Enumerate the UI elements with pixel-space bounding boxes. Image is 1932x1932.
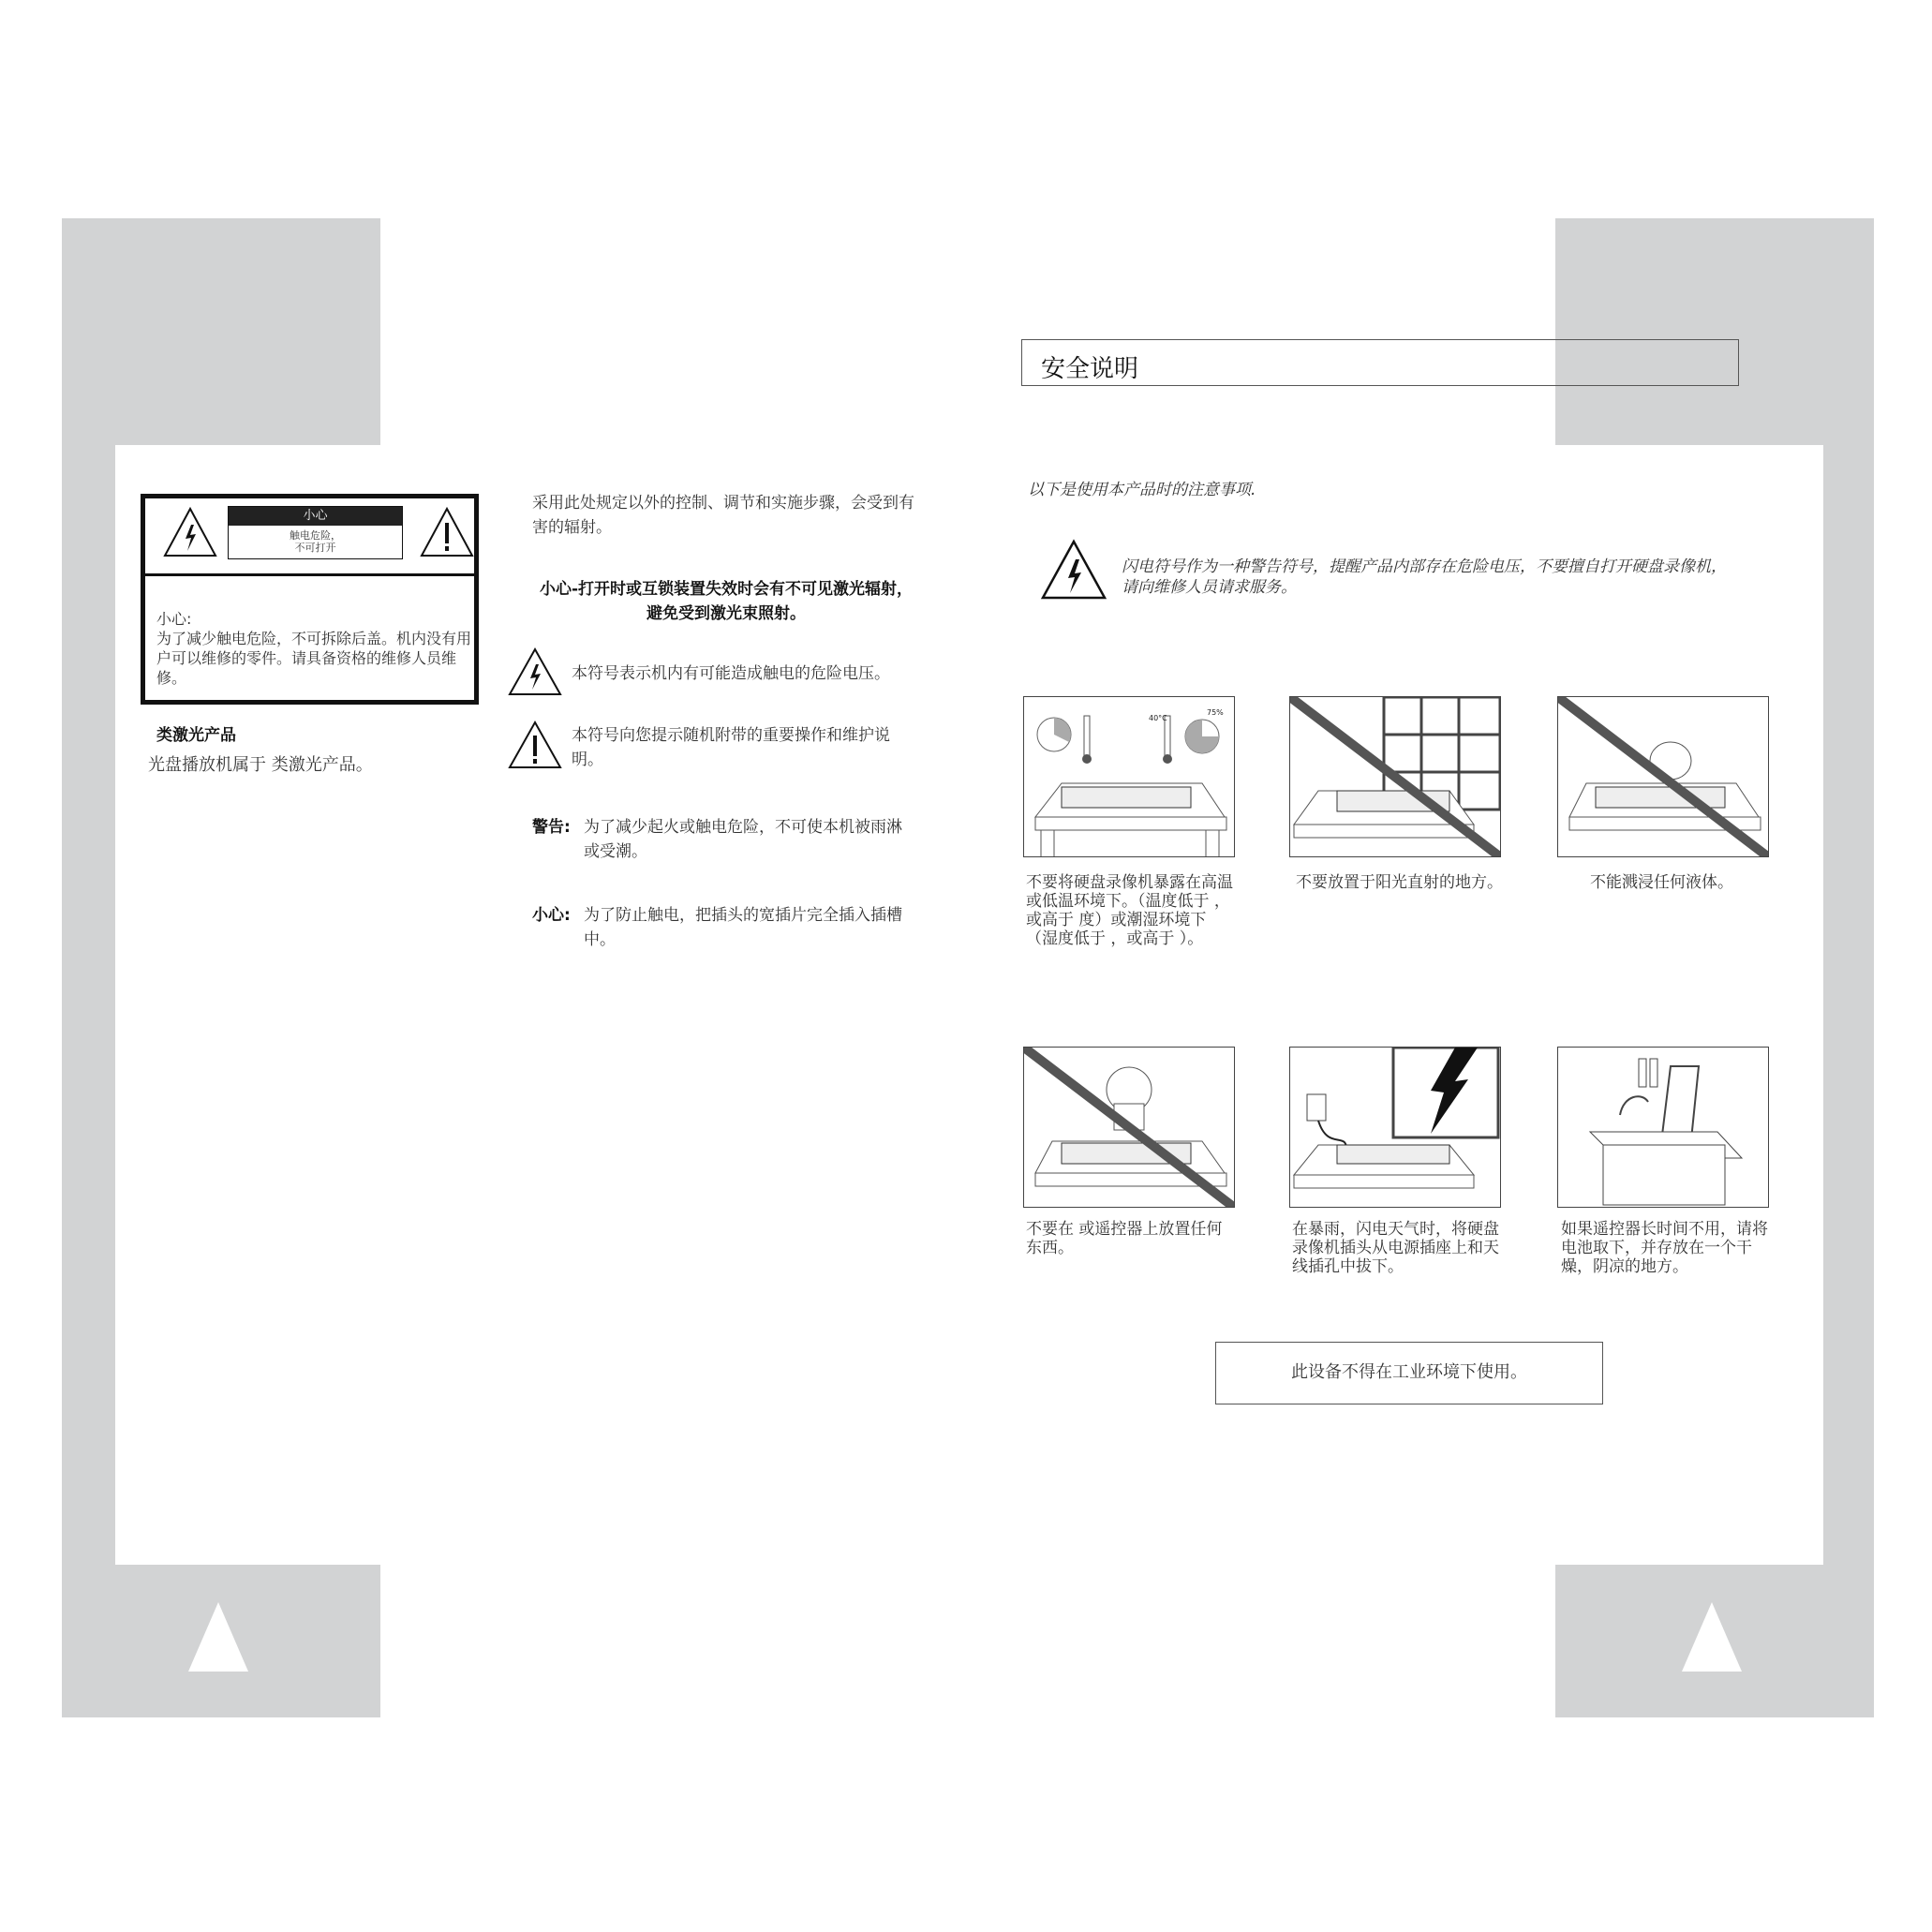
page-title-box	[1021, 339, 1739, 386]
illustration-sunlight	[1289, 696, 1501, 857]
caption-battery: 如果遥控器长时间不用，请将电池取下，并存放在一个干燥，阴凉的地方。	[1561, 1220, 1768, 1276]
caution-label-box	[141, 494, 479, 705]
caution-label: 小心:	[532, 906, 571, 925]
illustration-lightning	[1289, 1047, 1501, 1208]
caption-liquid: 不能溅浸任何液体。	[1590, 873, 1733, 892]
illustration-objects	[1023, 1047, 1235, 1208]
caption-sunlight: 不要放置于阳光直射的地方。	[1296, 873, 1503, 892]
illustration-battery	[1557, 1047, 1769, 1208]
voltage-symbol-icon	[507, 646, 563, 697]
illus-temp-label: 40°C	[1149, 714, 1167, 722]
info-symbol-icon	[507, 720, 563, 770]
left-page-marker-icon	[188, 1602, 248, 1672]
intro-text: 以下是使用本产品时的注意事项.	[1028, 481, 1256, 499]
lightning-warning-icon	[162, 506, 218, 558]
warning-text: 为了减少起火或触电危险，不可使本机被雨淋或受潮。	[584, 818, 902, 861]
illustration-temperature	[1023, 696, 1235, 857]
illustration-liquid	[1557, 696, 1769, 857]
page-title: 安全说明	[1041, 355, 1139, 383]
industrial-note-box	[1215, 1342, 1603, 1404]
laser-product-title: 类激光产品	[156, 726, 236, 745]
caption-temperature: 不要将硬盘录像机暴露在高温或低温环境下。（温度低于 ，或高于 度）或潮湿环境下（湿度低于 ，或高于 ）。	[1026, 873, 1233, 948]
caution-sticker-line1: 触电危险，	[290, 529, 341, 542]
caution-body: 为了减少触电危险，不可拆除后盖。机内没有用户可以维修的零件。请具备资格的维修人员维修。	[156, 630, 472, 687]
laser-product-body: 光盘播放机属于 类激光产品。	[148, 755, 373, 775]
caution-heading: 小心:	[156, 610, 192, 628]
industrial-note: 此设备不得在工业环境下使用。	[1291, 1362, 1527, 1382]
caption-lightning: 在暴雨，闪电天气时，将硬盘录像机插头从电源插座上和天线插孔中拔下。	[1292, 1220, 1499, 1276]
caution-sticker-line2: 不可打开	[294, 542, 336, 554]
lightning-text-2: 请向维修人员请求服务。	[1122, 578, 1297, 597]
caution-sticker-title: 小心	[229, 507, 402, 526]
caution-sticker	[228, 506, 403, 559]
exclamation-warning-icon	[419, 506, 475, 558]
laser-caution-text: 小心-打开时或互锁装置失效时会有不可见激光辐射，避免受到激光束照射。	[539, 580, 914, 623]
illus-humidity-label: 75%	[1207, 708, 1224, 717]
info-symbol-text: 本符号向您提示随机附带的重要操作和维护说明。	[572, 726, 890, 769]
lightning-text: 闪电符号作为一种警告符号，提醒产品内部存在危险电压，不要擅自打开硬盘录像机，	[1122, 557, 1727, 576]
caption-objects: 不要在 或遥控器上放置任何东西。	[1026, 1220, 1223, 1257]
warning-label: 警告:	[532, 818, 571, 837]
caution-text: 为了防止触电，把插头的宽插片完全插入插槽中。	[584, 906, 902, 949]
voltage-symbol-text: 本符号表示机内有可能造成触电的危险电压。	[572, 664, 890, 683]
right-page-marker-icon	[1682, 1602, 1742, 1672]
lightning-symbol-icon	[1040, 539, 1107, 601]
radiation-text: 采用此处规定以外的控制、调节和实施步骤，会受到有害的辐射。	[532, 494, 914, 537]
